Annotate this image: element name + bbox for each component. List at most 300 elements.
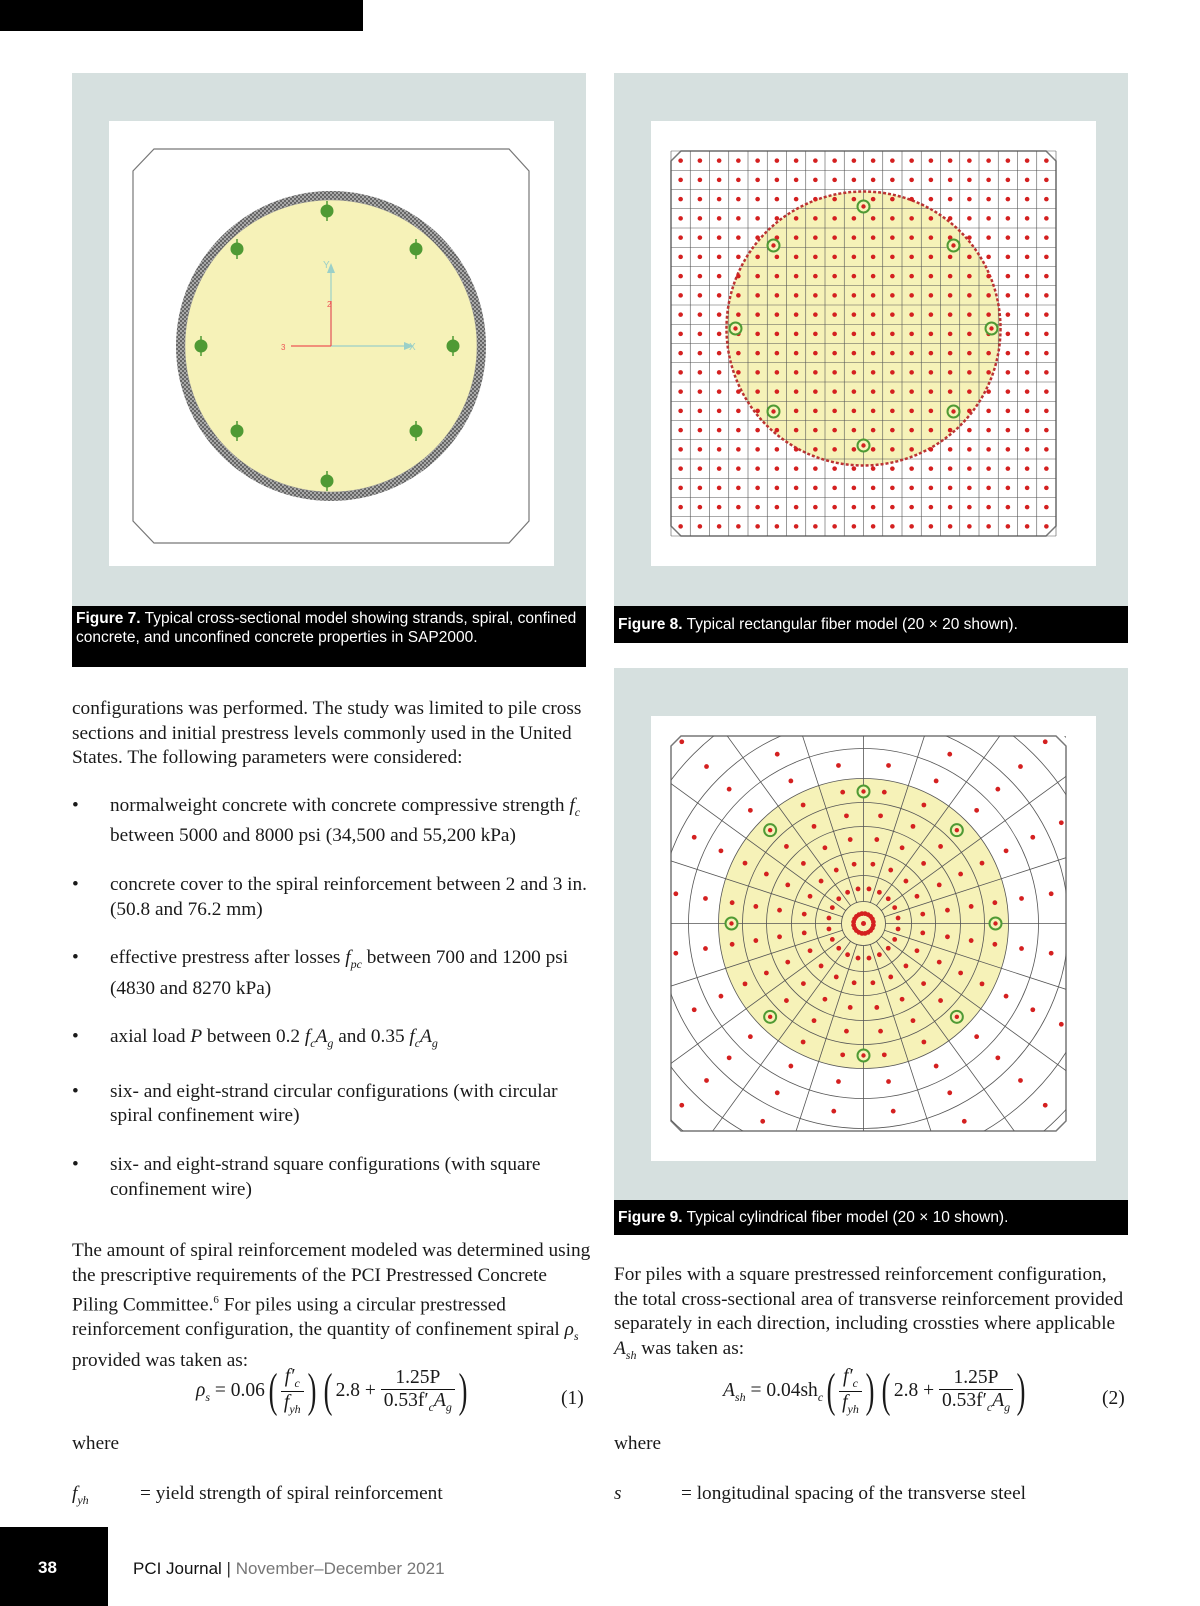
fiber-point xyxy=(730,942,735,947)
strand-center xyxy=(733,326,737,330)
figure-8-text: Typical rectangular fiber model (20 × 20 shown). xyxy=(682,616,1018,633)
fiber-point xyxy=(852,312,857,317)
fiber-point xyxy=(1006,255,1011,260)
fiber-point xyxy=(775,447,780,452)
figure-9-text: Typical cylindrical fiber model (20 × 10 shown). xyxy=(682,1209,1009,1226)
fiber-point xyxy=(1006,332,1011,337)
fiber-point xyxy=(840,790,845,795)
journal-name: PCI Journal xyxy=(133,1559,222,1578)
fiber-point xyxy=(967,486,972,491)
fiber-point xyxy=(1030,1007,1035,1012)
fiber-point xyxy=(852,235,857,240)
fiber-point xyxy=(1025,197,1030,202)
fiber-point xyxy=(1044,428,1049,433)
fiber-point xyxy=(909,274,914,279)
fiber-point xyxy=(882,1052,887,1057)
list-item: • six- and eight-strand square configurations (with square confinement wire) xyxy=(72,1153,592,1202)
fiber-point xyxy=(788,1064,793,1069)
equation-1-number: (1) xyxy=(561,1388,584,1409)
fiber-point xyxy=(1044,389,1049,394)
fiber-point xyxy=(736,351,741,356)
fiber-point xyxy=(947,752,952,757)
fiber-point xyxy=(678,235,683,240)
fiber-point xyxy=(703,946,708,951)
fiber-point xyxy=(832,216,837,221)
figure-8-image xyxy=(651,121,1096,566)
fiber-point xyxy=(871,524,876,529)
spiral-paragraph: The amount of spiral reinforcement modeled was determined using the prescriptive requirements of the PCI Prestressed Concrete Piling Committee.$^6$ For piles using a circular prestressed reinforcement configuration, the quantity of confinement spiral $\rho_s$ provided was taken as: xyxy=(72,1240,591,1371)
fiber-point xyxy=(1044,466,1049,471)
fiber-point xyxy=(678,293,683,298)
fiber-point xyxy=(719,848,724,853)
fiber-point xyxy=(755,428,760,433)
fiber-point xyxy=(890,235,895,240)
fiber-point xyxy=(1019,896,1024,901)
fiber-point xyxy=(1044,409,1049,414)
center-fiber xyxy=(861,921,866,926)
fiber-point xyxy=(775,524,780,529)
fiber-point xyxy=(929,293,934,298)
fiber-point xyxy=(967,505,972,510)
fiber-point xyxy=(1006,505,1011,510)
fiber-point xyxy=(717,293,722,298)
fiber-point xyxy=(867,956,872,961)
fiber-point xyxy=(794,216,799,221)
fiber-point xyxy=(1025,235,1030,240)
fiber-point xyxy=(813,486,818,491)
fiber-point xyxy=(948,312,953,317)
fiber-point xyxy=(755,389,760,394)
fiber-point xyxy=(832,370,837,375)
fiber-point xyxy=(717,447,722,452)
list-item: • axial load P between 0.2 $f_cA_g$ and 0.35 $f_cA_g$ xyxy=(72,1025,592,1055)
fiber-point xyxy=(852,158,857,163)
fiber-point xyxy=(794,197,799,202)
figure-8-caption xyxy=(614,606,1128,643)
fiber-point xyxy=(813,197,818,202)
fiber-point xyxy=(871,486,876,491)
issue-date: November–December 2021 xyxy=(235,1559,445,1578)
fiber-point xyxy=(1018,1078,1023,1083)
def-text-s: = longitudinal spacing of the transverse steel xyxy=(681,1483,1026,1504)
fiber-point xyxy=(1006,370,1011,375)
page-number: 38 xyxy=(38,1558,57,1577)
fiber-point xyxy=(823,845,828,850)
fiber-point xyxy=(948,158,953,163)
strand-center xyxy=(861,1053,865,1057)
fiber-point xyxy=(678,255,683,260)
fiber-point xyxy=(812,824,817,829)
figure-9-panel xyxy=(614,668,1128,1208)
fiber-point xyxy=(1004,848,1009,853)
fiber-point xyxy=(813,235,818,240)
fiber-point xyxy=(717,274,722,279)
fiber-point xyxy=(886,763,891,768)
fiber-point xyxy=(921,981,926,986)
fiber-point xyxy=(986,447,991,452)
fiber-point xyxy=(886,946,891,951)
fiber-point xyxy=(678,428,683,433)
fiber-point xyxy=(717,255,722,260)
fiber-point xyxy=(974,808,979,813)
fiber-point xyxy=(948,370,953,375)
fiber-point xyxy=(911,824,916,829)
fiber-point xyxy=(678,197,683,202)
fiber-point xyxy=(871,505,876,510)
fiber-point xyxy=(909,178,914,183)
fiber-point xyxy=(958,971,963,976)
fiber-point xyxy=(890,409,895,414)
fiber-point xyxy=(1006,158,1011,163)
fiber-point xyxy=(986,428,991,433)
figure-8-label: Figure 8. xyxy=(618,616,683,633)
fiber-point xyxy=(948,351,953,356)
fiber-point xyxy=(992,942,997,947)
fiber-point xyxy=(1025,293,1030,298)
fiber-point xyxy=(813,370,818,375)
fiber-point xyxy=(743,861,748,866)
fiber-point xyxy=(813,505,818,510)
fiber-point xyxy=(832,466,837,471)
fiber-point xyxy=(871,255,876,260)
fiber-point xyxy=(794,293,799,298)
fiber-point xyxy=(692,835,697,840)
fiber-point xyxy=(736,178,741,183)
fiber-point xyxy=(929,447,934,452)
header-bar xyxy=(0,0,363,31)
fiber-point xyxy=(874,837,879,842)
fiber-point xyxy=(1044,158,1049,163)
fiber-point xyxy=(1018,764,1023,769)
fiber-point xyxy=(755,351,760,356)
fiber-point xyxy=(832,255,837,260)
fiber-point xyxy=(844,813,849,818)
fiber-point xyxy=(832,235,837,240)
fiber-point xyxy=(832,389,837,394)
fiber-point xyxy=(870,980,875,985)
fiber-point xyxy=(967,312,972,317)
fiber-point xyxy=(848,1005,853,1010)
fiber-point xyxy=(784,998,789,1003)
fiber-point xyxy=(678,409,683,414)
fiber-point xyxy=(962,1119,967,1124)
fiber-point xyxy=(794,505,799,510)
fiber-point xyxy=(1044,178,1049,183)
fiber-point xyxy=(703,896,708,901)
fiber-point xyxy=(1044,293,1049,298)
fiber-point xyxy=(886,896,891,901)
figure-9-image xyxy=(651,716,1096,1161)
fiber-point xyxy=(929,178,934,183)
fiber-point xyxy=(890,274,895,279)
fiber-point xyxy=(890,178,895,183)
fiber-point xyxy=(736,235,741,240)
fiber-point xyxy=(777,908,782,913)
fiber-point xyxy=(929,197,934,202)
fiber-point xyxy=(755,216,760,221)
fiber-point xyxy=(1044,197,1049,202)
fiber-point xyxy=(890,351,895,356)
list-item: • concrete cover to the spiral reinforcement between 2 and 3 in. (50.8 and 76.2 mm) xyxy=(72,873,592,922)
fiber-point xyxy=(890,389,895,394)
fiber-point xyxy=(717,351,722,356)
fiber-point xyxy=(937,883,942,888)
fiber-point xyxy=(755,505,760,510)
fiber-point xyxy=(704,764,709,769)
fiber-point xyxy=(921,803,926,808)
fiber-point xyxy=(801,803,806,808)
fiber-point xyxy=(832,486,837,491)
fiber-point xyxy=(969,938,974,943)
fiber-point xyxy=(986,505,991,510)
fiber-point xyxy=(736,216,741,221)
fiber-point xyxy=(967,351,972,356)
fiber-point xyxy=(909,351,914,356)
fiber-point xyxy=(717,216,722,221)
fiber-point xyxy=(871,293,876,298)
fiber-point xyxy=(909,409,914,414)
fiber-point xyxy=(948,293,953,298)
fiber-point xyxy=(813,389,818,394)
fiber-point xyxy=(948,178,953,183)
fiber-point xyxy=(909,312,914,317)
fiber-point xyxy=(755,370,760,375)
fiber-point xyxy=(827,916,832,921)
fiber-point xyxy=(892,937,897,942)
fiber-point xyxy=(1025,389,1030,394)
fiber-point xyxy=(775,486,780,491)
fiber-point xyxy=(736,389,741,394)
fiber-point xyxy=(882,790,887,795)
fiber-point xyxy=(831,1109,836,1114)
fiber-point xyxy=(794,312,799,317)
fiber-point xyxy=(678,389,683,394)
fiber-point xyxy=(794,466,799,471)
figure-7-text: Typical cross-sectional model showing strands, spiral, confined concrete, and unconfined concrete properties in SAP2000. xyxy=(76,610,577,646)
fiber-point xyxy=(678,274,683,279)
fiber-point xyxy=(890,524,895,529)
fiber-point xyxy=(794,351,799,356)
fiber-point xyxy=(986,158,991,163)
fiber-point xyxy=(871,235,876,240)
fiber-point xyxy=(840,1052,845,1057)
fiber-point xyxy=(986,389,991,394)
fiber-point xyxy=(1044,312,1049,317)
fiber-point xyxy=(870,862,875,867)
fiber-point xyxy=(698,524,703,529)
fiber-point xyxy=(871,370,876,375)
fiber-point xyxy=(909,293,914,298)
fiber-point xyxy=(717,389,722,394)
fiber-point xyxy=(832,274,837,279)
fiber-point xyxy=(921,861,926,866)
strand-center xyxy=(771,409,775,413)
fiber-point xyxy=(945,908,950,913)
fiber-point xyxy=(802,912,807,917)
fiber-point xyxy=(909,486,914,491)
fiber-point xyxy=(1044,524,1049,529)
fiber-point xyxy=(1025,274,1030,279)
fiber-point xyxy=(1025,332,1030,337)
fiber-point xyxy=(852,505,857,510)
fiber-point xyxy=(775,332,780,337)
fiber-point xyxy=(1025,447,1030,452)
fiber-point xyxy=(748,808,753,813)
fiber-point xyxy=(736,293,741,298)
fiber-point xyxy=(995,787,1000,792)
fiber-point xyxy=(948,466,953,471)
fiber-point xyxy=(755,235,760,240)
fiber-point xyxy=(929,370,934,375)
fiber-point xyxy=(775,1090,780,1095)
fiber-point xyxy=(1025,370,1030,375)
fiber-point xyxy=(1025,409,1030,414)
fiber-point xyxy=(948,524,953,529)
fiber-point xyxy=(775,505,780,510)
fiber-point xyxy=(717,409,722,414)
fiber-point xyxy=(852,447,857,452)
fiber-point xyxy=(801,1040,806,1045)
fiber-point xyxy=(845,952,850,957)
fiber-point xyxy=(1030,835,1035,840)
fiber-point xyxy=(1019,946,1024,951)
fiber-point xyxy=(832,447,837,452)
fiber-point xyxy=(698,293,703,298)
fiber-point xyxy=(852,862,857,867)
fiber-point xyxy=(698,216,703,221)
fiber-point xyxy=(775,274,780,279)
fiber-point xyxy=(896,916,901,921)
fiber-point xyxy=(764,872,769,877)
strand-center xyxy=(861,443,865,447)
fiber-point xyxy=(852,255,857,260)
fiber-point xyxy=(755,255,760,260)
strand-center xyxy=(955,1015,959,1019)
fiber-point xyxy=(717,524,722,529)
fiber-point xyxy=(698,274,703,279)
fiber-point xyxy=(1006,216,1011,221)
fiber-point xyxy=(717,486,722,491)
fiber-point xyxy=(1025,428,1030,433)
fiber-point xyxy=(717,178,722,183)
fiber-point xyxy=(813,351,818,356)
fiber-point xyxy=(755,158,760,163)
fiber-point xyxy=(679,1103,684,1108)
fiber-point xyxy=(871,332,876,337)
fiber-point xyxy=(813,216,818,221)
fiber-point xyxy=(785,960,790,965)
strand-center xyxy=(768,1015,772,1019)
fiber-point xyxy=(967,178,972,183)
fiber-point xyxy=(794,178,799,183)
fiber-point xyxy=(929,486,934,491)
fiber-point xyxy=(877,890,882,895)
fiber-point xyxy=(698,197,703,202)
fiber-point xyxy=(678,370,683,375)
fiber-point xyxy=(755,178,760,183)
fiber-point xyxy=(736,274,741,279)
fiber-point xyxy=(736,505,741,510)
fiber-point xyxy=(755,197,760,202)
fiber-point xyxy=(808,894,813,899)
fiber-point xyxy=(852,351,857,356)
fiber-point xyxy=(1059,820,1064,825)
fiber-point xyxy=(794,428,799,433)
fiber-point xyxy=(775,351,780,356)
fiber-point xyxy=(830,937,835,942)
fiber-point xyxy=(929,235,934,240)
fiber-point xyxy=(678,447,683,452)
fiber-point xyxy=(929,332,934,337)
fiber-point xyxy=(877,952,882,957)
intro-paragraph: configurations was performed. The study was limited to pile cross sections and initial prestress levels commonly used in the United States. The following parameters were considered: xyxy=(72,698,582,769)
fiber-point xyxy=(911,1018,916,1023)
fiber-point xyxy=(698,178,703,183)
fiber-point xyxy=(736,312,741,317)
fiber-point xyxy=(969,904,974,909)
list-item: • effective prestress after losses $f_{pc}$ between 700 and 1200 psi (4830 and 8270 kPa) xyxy=(72,946,592,1001)
fiber-point xyxy=(748,1034,753,1039)
fiber-point xyxy=(1006,447,1011,452)
fiber-point xyxy=(967,293,972,298)
fiber-point xyxy=(967,466,972,471)
fiber-point xyxy=(938,844,943,849)
fiber-point xyxy=(794,389,799,394)
fiber-point xyxy=(900,845,905,850)
fiber-point xyxy=(775,428,780,433)
list-item: • normalweight concrete with concrete compressive strength $f_c$ between 5000 and 8000 psi (34,500 and 55,200 kPa) xyxy=(72,794,592,849)
fiber-point xyxy=(980,981,985,986)
fiber-point xyxy=(896,927,901,932)
fiber-point xyxy=(678,158,683,163)
fiber-point xyxy=(871,312,876,317)
fiber-point xyxy=(812,1018,817,1023)
fiber-point xyxy=(1044,235,1049,240)
def-symbol-s: s xyxy=(614,1483,622,1504)
fiber-point xyxy=(844,1029,849,1034)
figure-7-label: Figure 7. xyxy=(76,610,141,627)
footer-separator: | xyxy=(221,1559,236,1578)
fiber-point xyxy=(698,255,703,260)
fiber-point xyxy=(856,956,861,961)
parameter-list xyxy=(72,794,592,1202)
fiber-point xyxy=(836,896,841,901)
fiber-point xyxy=(736,524,741,529)
fiber-point xyxy=(1044,505,1049,510)
fiber-point xyxy=(760,1119,765,1124)
fiber-point xyxy=(1044,486,1049,491)
fiber-point xyxy=(755,274,760,279)
fiber-point xyxy=(967,235,972,240)
fiber-point xyxy=(755,447,760,452)
fiber-point xyxy=(929,274,934,279)
fiber-point xyxy=(890,370,895,375)
fiber-point xyxy=(929,428,934,433)
fiber-point xyxy=(986,351,991,356)
fiber-point xyxy=(886,1079,891,1084)
fiber-point xyxy=(1004,994,1009,999)
fiber-point xyxy=(813,409,818,414)
fiber-point xyxy=(890,332,895,337)
fiber-point xyxy=(878,1029,883,1034)
fiber-point xyxy=(698,409,703,414)
fiber-point xyxy=(1025,255,1030,260)
fiber-point xyxy=(871,158,876,163)
fiber-point xyxy=(785,883,790,888)
fiber-point xyxy=(736,158,741,163)
fiber-point xyxy=(1025,486,1030,491)
fiber-point xyxy=(904,964,909,969)
